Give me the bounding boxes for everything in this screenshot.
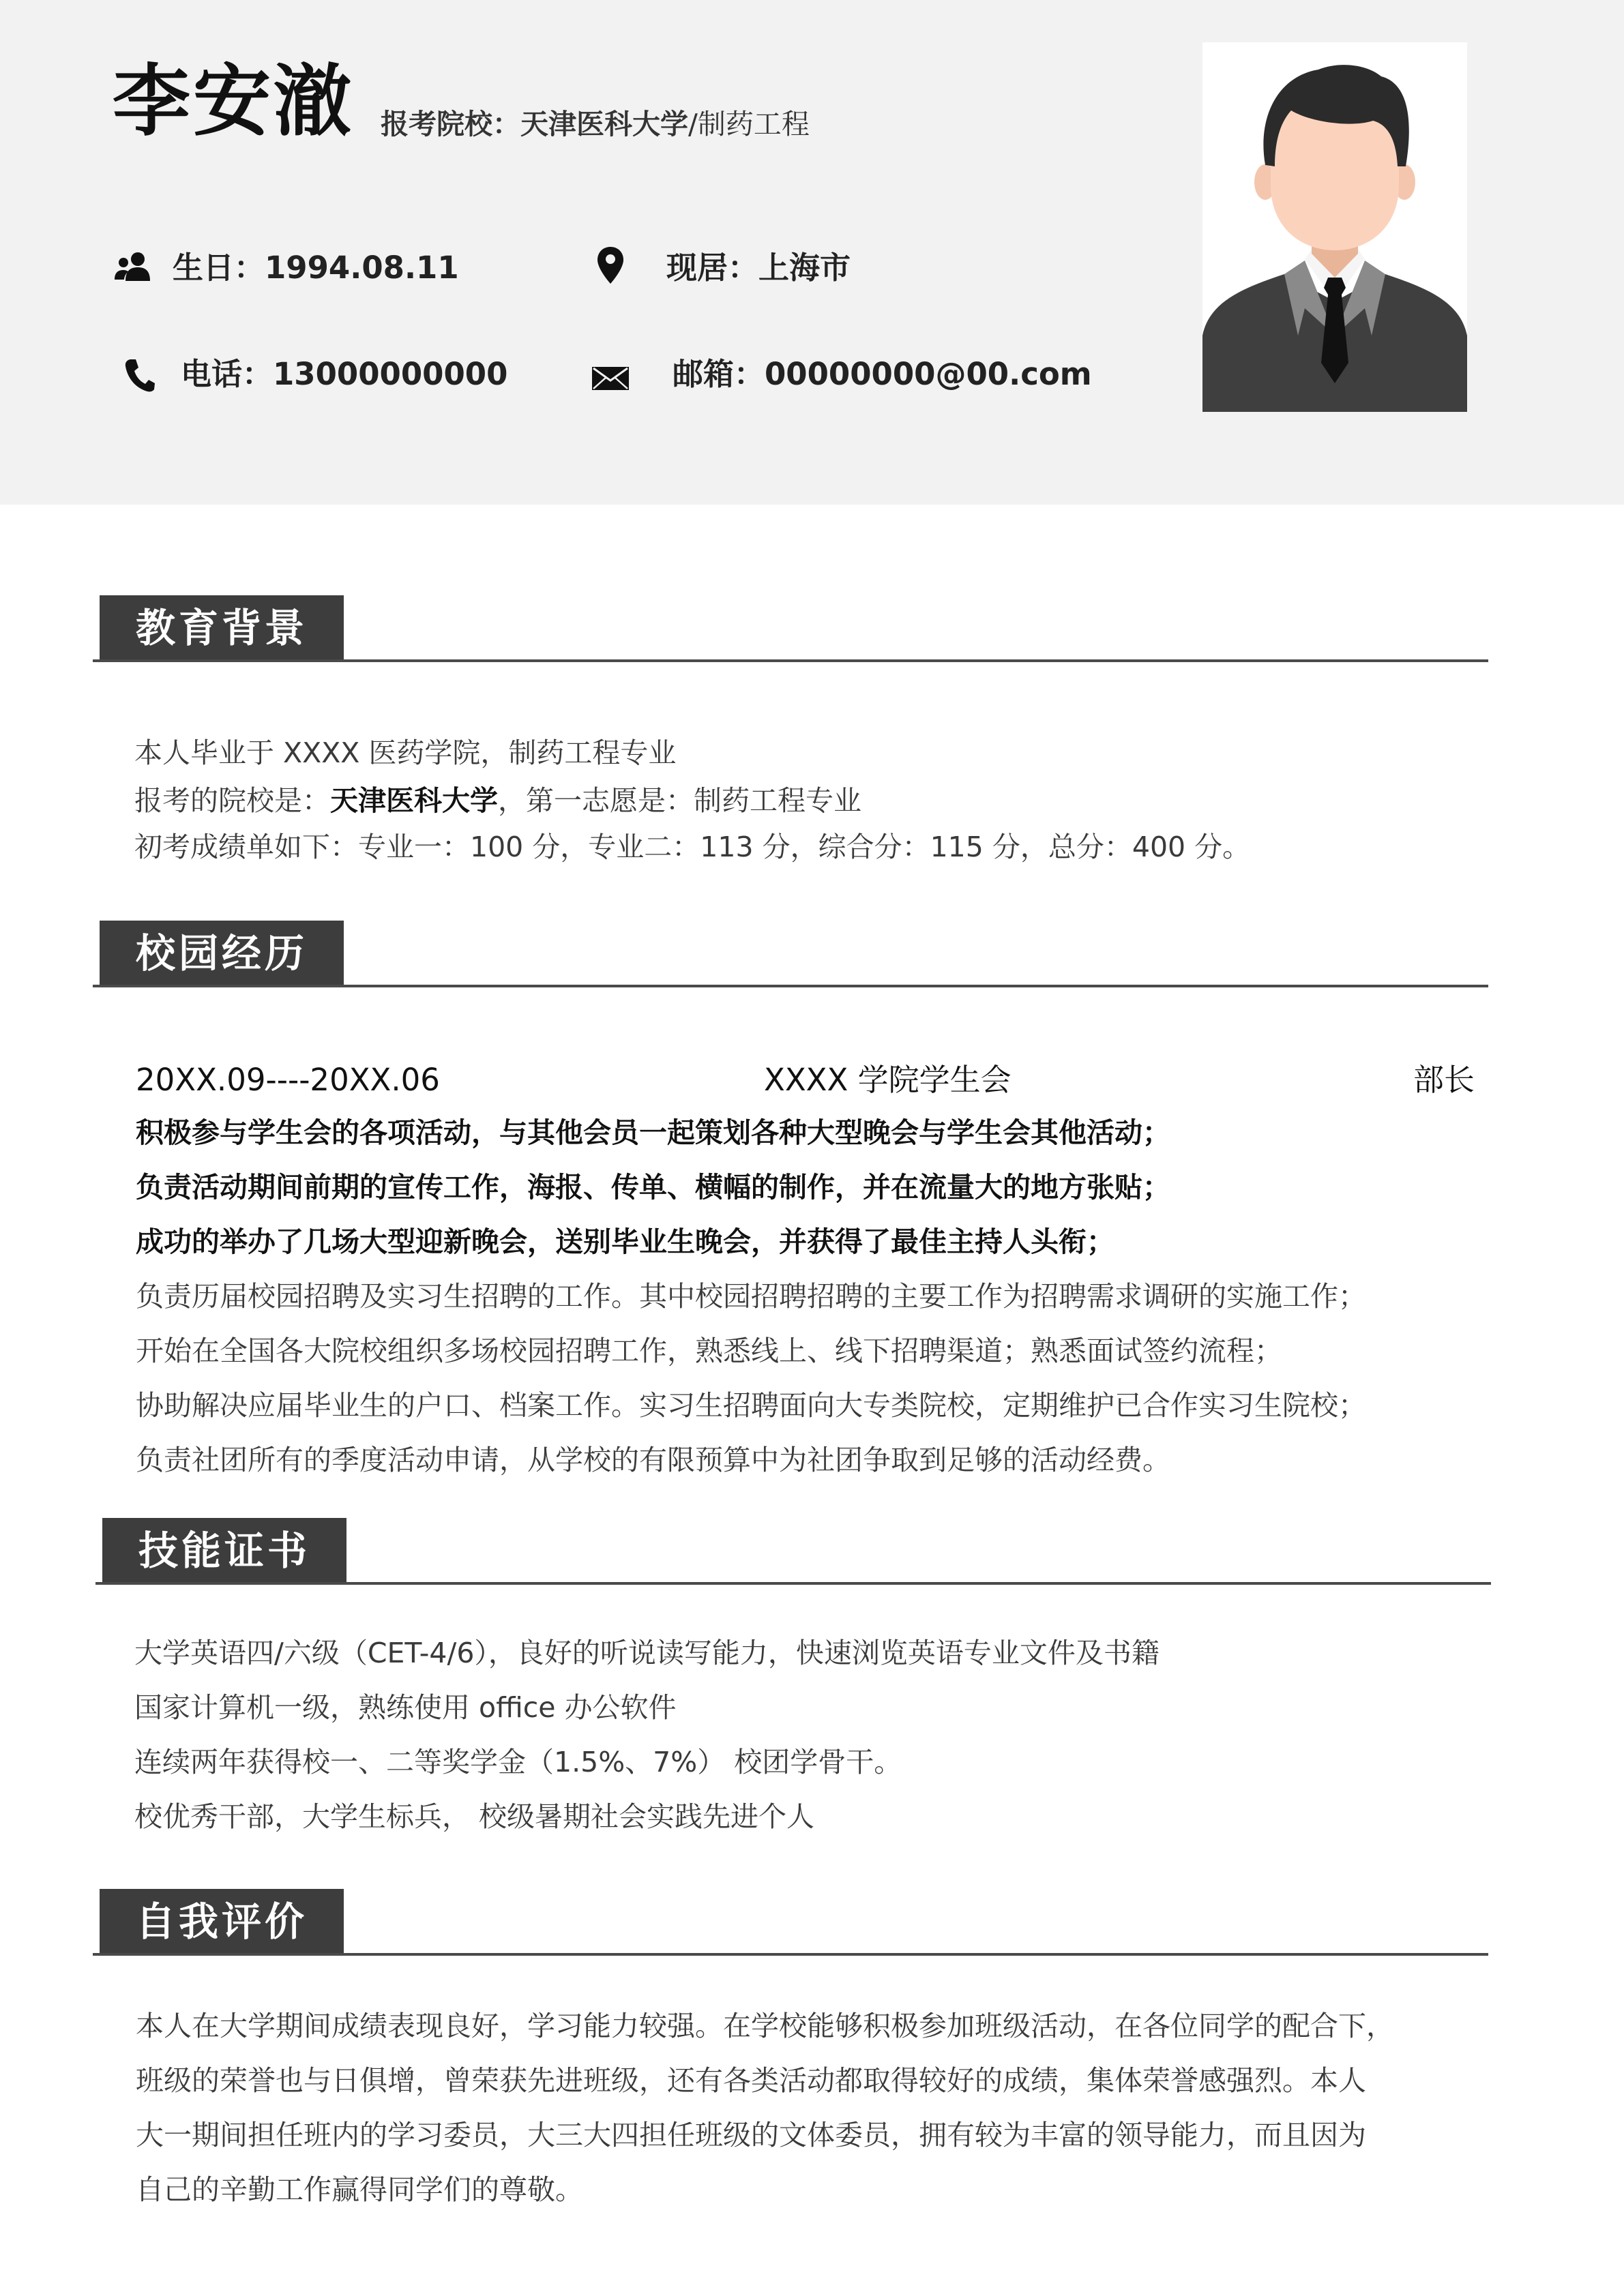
profile-photo	[1202, 42, 1467, 412]
target-school-name: 天津医科大学	[520, 108, 688, 140]
campus-bold-line-1: 积极参与学生会的各项活动，与其他会员一起策划各种大型晚会与学生会其他活动；	[136, 1116, 1170, 1149]
section-title-skills: 技能证书	[102, 1518, 346, 1583]
email-text: 邮箱：00000000@00.com	[673, 356, 1092, 392]
campus-bold-line-2: 负责活动期间前期的宣传工作，海报、传单、横幅的制作，并在流量大的地方张贴；	[136, 1171, 1170, 1204]
phone-icon	[125, 358, 155, 392]
target-school-label: 报考院校：	[381, 108, 520, 140]
education-line-2-suffix: ，第一志愿是：制药工程专业	[498, 784, 861, 817]
section-divider-campus	[93, 985, 1488, 987]
campus-period: 20XX.09----20XX.06	[136, 1062, 440, 1098]
campus-line-4: 负责社团所有的季度活动申请，从学校的有限预算中为社团争取到足够的活动经费。	[136, 1444, 1170, 1476]
skills-line-2: 国家计算机一级，熟练使用 office 办公软件	[134, 1691, 677, 1724]
birthday-text: 生日：1994.08.11	[173, 250, 459, 286]
self-evaluation-line-3: 大一期间担任班内的学习委员，大三大四担任班级的文体委员，拥有较为丰富的领导能力，而且因为	[136, 2119, 1366, 2151]
section-title-self-evaluation: 自我评价	[100, 1889, 344, 1954]
education-school-name: 天津医科大学	[330, 784, 498, 817]
campus-organization: XXXX 学院学生会	[764, 1062, 1012, 1098]
candidate-name: 李安澈	[113, 56, 355, 147]
target-school	[381, 108, 810, 141]
map-pin-icon	[597, 247, 623, 284]
education-line-3: 初考成绩单如下：专业一：100 分，专业二：113 分，综合分：115 分，总分：400 分。	[134, 831, 1251, 863]
skills-line-3: 连续两年获得校一、二等奖学金（1.5%、7%） 校团学骨干。	[134, 1746, 902, 1778]
education-line-2-prefix: 报考的院校是：	[134, 784, 330, 817]
avatar-illustration	[1202, 42, 1467, 412]
location-text: 现居：上海市	[666, 250, 851, 286]
campus-line-2: 开始在全国各大院校组织多场校园招聘工作，熟悉线上、线下招聘渠道；熟悉面试签约流程；	[136, 1335, 1282, 1367]
envelope-icon	[592, 367, 629, 390]
target-major: /制药工程	[688, 108, 810, 140]
self-evaluation-line-4: 自己的辛勤工作赢得同学们的尊敬。	[136, 2173, 583, 2206]
campus-line-1: 负责历届校园招聘及实习生招聘的工作。其中校园招聘招聘的主要工作为招聘需求调研的实施工作；	[136, 1280, 1366, 1313]
self-evaluation-line-1: 本人在大学期间成绩表现良好，学习能力较强。在学校能够积极参加班级活动，在各位同学的配合下，	[136, 2010, 1394, 2042]
campus-bold-line-3: 成功的举办了几场大型迎新晚会，送别毕业生晚会，并获得了最佳主持人头衔；	[136, 1225, 1114, 1258]
user-group-icon	[115, 251, 153, 282]
section-divider-self-evaluation	[93, 1953, 1488, 1956]
education-line-1: 本人毕业于 XXXX 医药学院，制药工程专业	[134, 736, 677, 769]
self-evaluation-line-2: 班级的荣誉也与日俱增，曾荣获先进班级，还有各类活动都取得较好的成绩，集体荣誉感强烈。本人	[136, 2064, 1366, 2097]
section-divider-education	[93, 659, 1488, 662]
section-divider-skills	[95, 1582, 1491, 1585]
campus-line-3: 协助解决应届毕业生的户口、档案工作。实习生招聘面向大专类院校，定期维护已合作实习生院校；	[136, 1389, 1366, 1422]
skills-line-1: 大学英语四/六级（CET-4/6），良好的听说读写能力，快速浏览英语专业文件及书籍	[134, 1637, 1160, 1669]
section-title-education: 教育背景	[100, 595, 344, 661]
phone-text: 电话：13000000000	[181, 356, 508, 392]
education-line-2	[134, 784, 861, 818]
section-title-campus: 校园经历	[100, 921, 344, 986]
skills-line-4: 校优秀干部，大学生标兵， 校级暑期社会实践先进个人	[134, 1800, 815, 1833]
campus-role: 部长	[1413, 1062, 1475, 1098]
